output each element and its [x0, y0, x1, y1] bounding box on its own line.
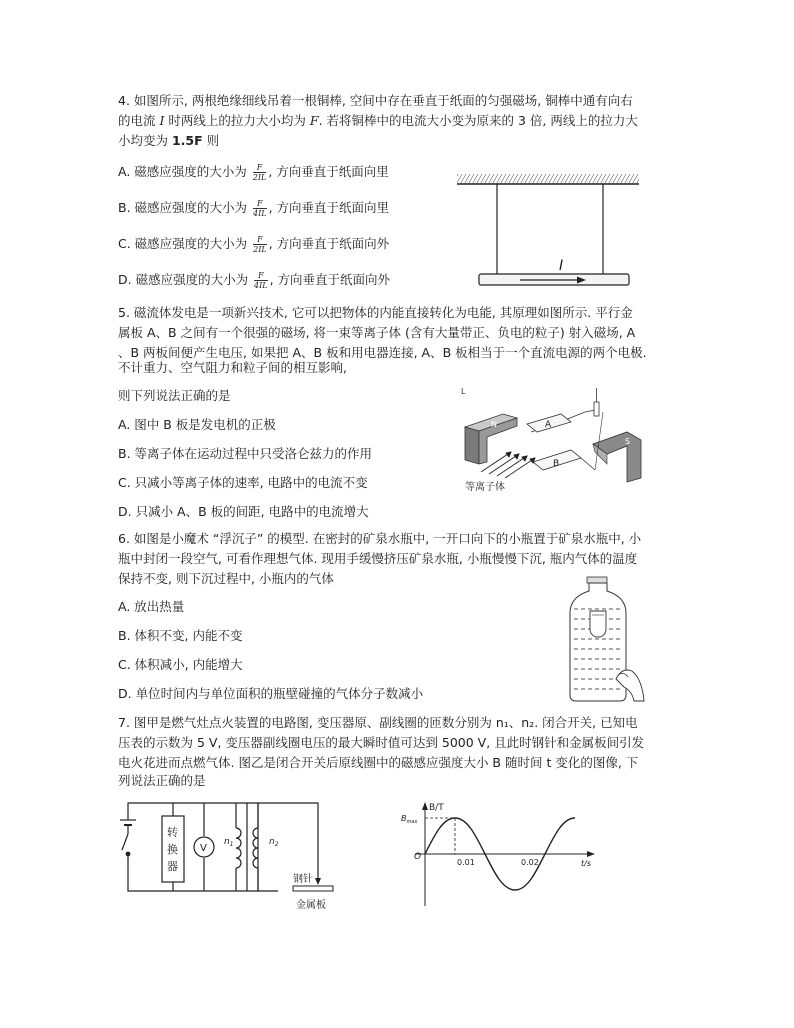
svg-text:S: S — [625, 437, 631, 446]
q5-line4: 不计重力、空气阻力和粒子间的相互影响, — [118, 360, 347, 375]
svg-text:N: N — [491, 420, 497, 429]
svg-text:Bmax: $B_{max}$ — [401, 814, 418, 825]
needle-label: 钢针 — [293, 874, 313, 885]
q6-option-a[interactable]: A. 放出热量 — [118, 599, 185, 614]
plasma-arrows — [481, 452, 535, 478]
q4-line3: 小均变为 1.5F 则 — [118, 133, 220, 148]
primary-coil — [236, 828, 241, 868]
svg-text:V: V — [200, 843, 207, 854]
q7-line1: 7. 图甲是燃气灶点火装置的电路图, 变压器原、副线圈的匝数分别为 n₁、n₂. 闭合开关, 已知电 — [118, 715, 638, 730]
q5-mhd-generator-figure — [455, 382, 655, 497]
q5-option-b[interactable]: B. 等离子体在运动过程中只受洛仑兹力的作用 — [118, 446, 373, 461]
q6-bottle-figure — [560, 575, 650, 705]
ceiling — [457, 174, 639, 184]
q4-line1: 4. 如图所示, 两根绝缘细线吊着一根铜棒, 空间中存在垂直于纸面的匀强磁场, 铜棒中通有向右 — [118, 93, 633, 108]
q4-option-a[interactable]: A. 磁感应强度的大小为 $\frac{F}{2IL}$ , 方向垂直于纸面向里 — [118, 163, 389, 182]
svg-text:t/s: t/s — [581, 859, 591, 868]
q7-line2: 压表的示数为 5 V, 变压器副线圈电压的最大瞬时值可达到 5000 V, 且此时钢针和金属板间引发 — [118, 735, 645, 750]
secondary-coil — [253, 828, 258, 868]
q5-line1: 5. 磁流体发电是一项新兴技术, 它可以把物体的内能直接转化为电能, 其原理如图所示. 平行金 — [118, 305, 633, 320]
svg-text:A: A — [545, 420, 552, 430]
q6-option-c[interactable]: C. 体积减小, 内能增大 — [118, 657, 243, 672]
svg-text:B/T: B/T — [429, 803, 444, 813]
q7-circuit-diagram — [118, 798, 338, 913]
q7-line3: 电火花进而点燃气体. 图乙是闭合开关后原线圈中的磁感应强度大小 B 随时间 t 变化的图像, 下 — [118, 755, 639, 770]
q6-option-b[interactable]: B. 体积不变, 内能不变 — [118, 628, 243, 643]
svg-text:n2: $n_2$ — [269, 837, 279, 848]
svg-text:n1: $n_1$ — [224, 837, 234, 848]
q6-line3: 保持不变, 则下沉过程中, 小瓶内的气体 — [118, 571, 334, 586]
q5-line5: 则下列说法正确的是 — [118, 388, 231, 403]
q4-copper-rod-figure — [455, 172, 645, 292]
q4-option-c[interactable]: C. 磁感应强度的大小为 $\frac{F}{2IL}$ , 方向垂直于纸面向外 — [118, 235, 390, 254]
q4-option-d[interactable]: D. 磁感应强度的大小为 $\frac{F}{4IL}$ , 方向垂直于纸面向外 — [118, 271, 391, 290]
bottle-outline — [570, 583, 626, 701]
q5-line3: 、B 两板间便产生电压, 如果把 A、B 板和用电器连接, A、B 板相当于一个直流电源的两个电极. — [118, 345, 647, 360]
svg-text:B: B — [553, 459, 560, 469]
q5-line2: 属板 A、B 之间有一个很强的磁场, 将一束等离子体 (含有大量带正、负电的粒子) 射入磁场, A — [118, 325, 636, 340]
svg-text:转: 转 — [167, 826, 178, 839]
q5-option-c[interactable]: C. 只减小等离子体的速率, 电路中的电流不变 — [118, 475, 368, 490]
svg-text:0.02: 0.02 — [521, 858, 539, 867]
q5-option-d[interactable]: D. 只减小 A、B 板的间距, 电路中的电流增大 — [118, 504, 369, 519]
q4-line2: 的电流 I 时两线上的拉力大小均为 F. 若将铜棒中的电流大小变为原来的 3 倍, 两线上的拉力大 — [118, 113, 638, 128]
q6-option-d[interactable]: D. 单位时间内与单位面积的瓶壁碰撞的气体分子数减小 — [118, 686, 424, 701]
plate-label: 金属板 — [296, 900, 326, 911]
metal-plate — [293, 886, 333, 891]
q6-line1: 6. 如图是小魔术 “浮沉子” 的模型. 在密封的矿泉水瓶中, 一开口向下的小瓶置于矿泉水瓶中, 小 — [118, 531, 642, 546]
svg-text:O: O — [414, 852, 422, 862]
svg-text:L: L — [461, 387, 466, 396]
q7-bt-graph — [395, 798, 610, 908]
plasma-caption: 等离子体 — [465, 482, 505, 493]
q6-line2: 瓶中封闭一段空气, 可看作理想气体. 现用手缓慢挤压矿泉水瓶, 小瓶慢慢下沉, 瓶内气体的温度 — [118, 551, 638, 566]
q4-option-b[interactable]: B. 磁感应强度的大小为 $\frac{F}{4IL}$ , 方向垂直于纸面向里 — [118, 199, 390, 218]
svg-text:换: 换 — [167, 843, 178, 856]
svg-text:器: 器 — [167, 860, 178, 873]
q7-line4: 列说法正确的是 — [118, 773, 206, 788]
current-label: I — [559, 258, 564, 274]
svg-text:0.01: 0.01 — [457, 858, 475, 867]
q5-option-a[interactable]: A. 图中 B 板是发电机的正极 — [118, 417, 276, 432]
resistor-icon — [594, 402, 599, 416]
